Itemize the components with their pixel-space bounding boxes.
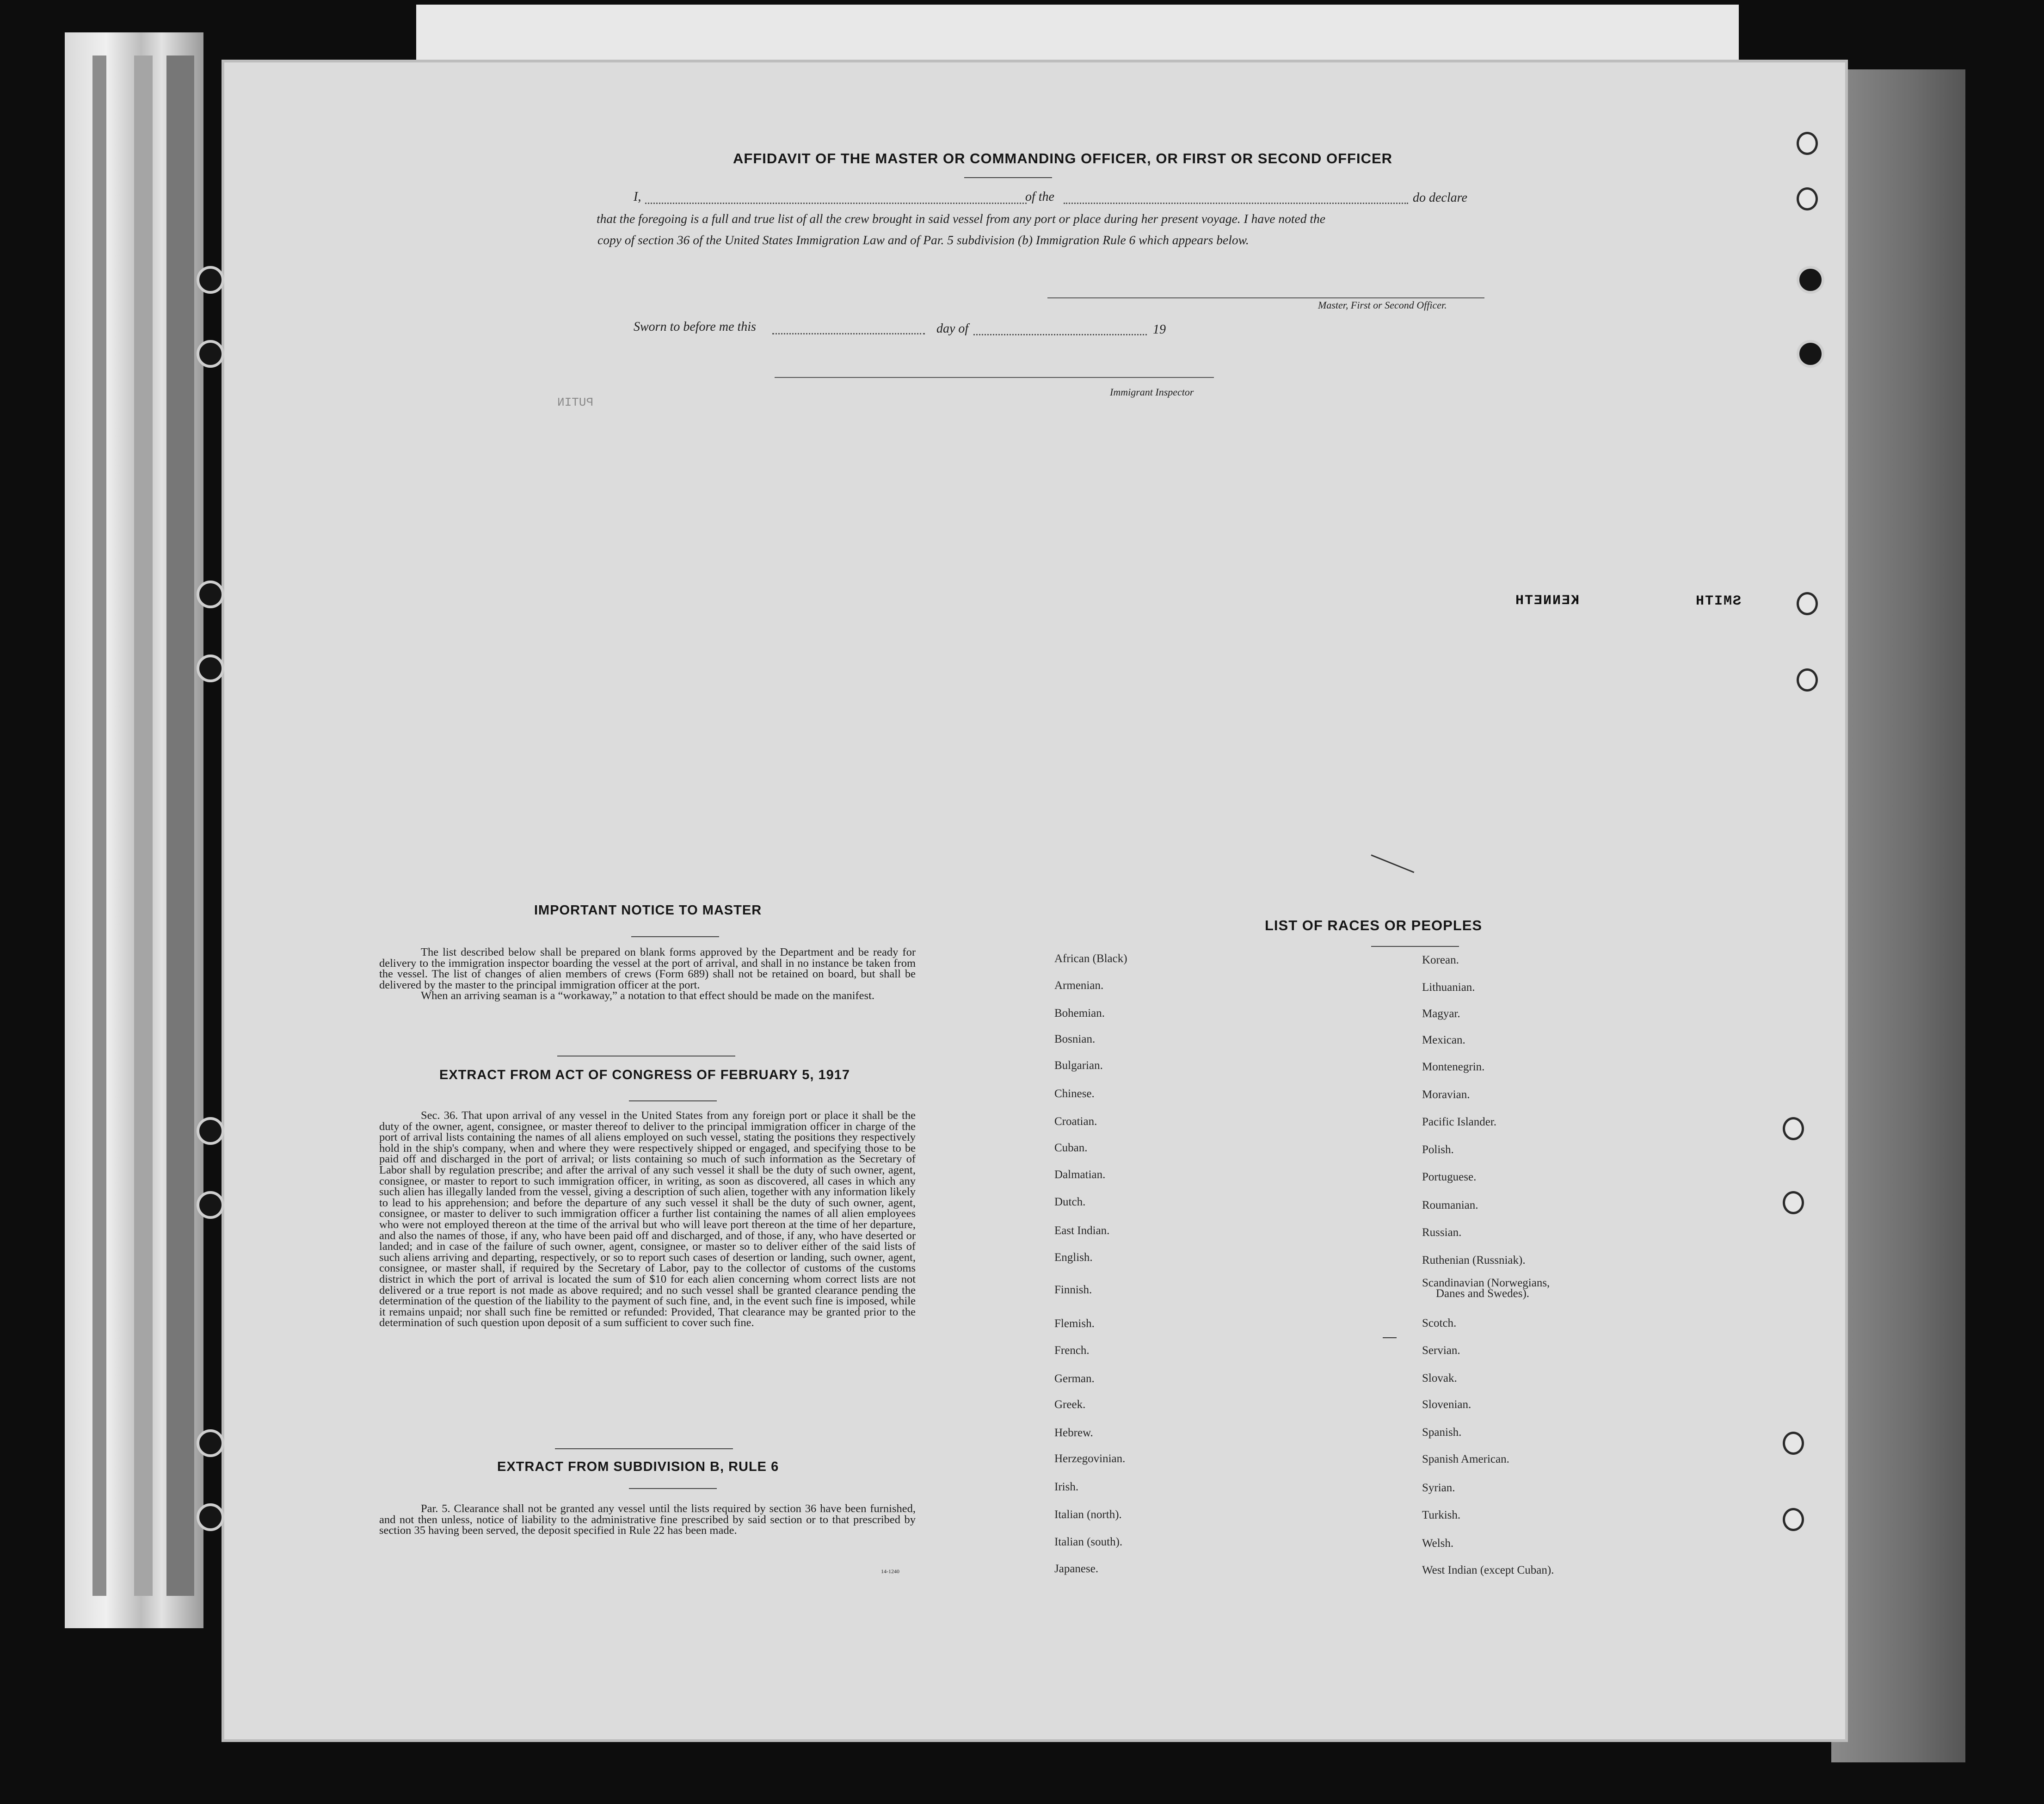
race-item: Irish. [1054, 1481, 1079, 1493]
punch-hole [1797, 266, 1824, 294]
affidavit-declare-label: do declare [1413, 191, 1467, 205]
race-item: Bulgarian. [1054, 1059, 1103, 1072]
divider [964, 177, 1052, 178]
binder-strip [134, 56, 153, 1596]
race-item: Syrian. [1422, 1482, 1455, 1494]
ring-hole [1797, 668, 1818, 692]
underlying-sheet-top [416, 5, 1739, 69]
race-item: Finnish. [1054, 1284, 1092, 1296]
year-prefix: 19 [1153, 322, 1166, 337]
race-item: Scotch. [1422, 1317, 1457, 1329]
race-item: Hebrew. [1054, 1427, 1093, 1439]
stamp-last-name: SMITH [1695, 593, 1742, 609]
race-item: Lithuanian. [1422, 981, 1475, 994]
race-item: West Indian (except Cuban). [1422, 1564, 1554, 1576]
race-item: Mexican. [1422, 1034, 1465, 1046]
punch-hole [197, 581, 224, 608]
binder-strip [166, 56, 194, 1596]
race-item: Ruthenian (Russniak). [1422, 1254, 1526, 1267]
divider [629, 1100, 717, 1101]
race-item: Flemish. [1054, 1317, 1095, 1330]
notice-paragraph: When an arriving seaman is a “workaway,” a notation to that effect should be made on the manifest. [421, 989, 875, 1002]
extract-act-title: EXTRACT FROM ACT OF CONGRESS OF FEBRUARY 5, 1917 [439, 1068, 850, 1082]
race-item: Herzegovinian. [1054, 1452, 1126, 1465]
officer-signature-line [1047, 297, 1484, 298]
form-number: 14-1240 [881, 1568, 899, 1575]
section-36-text: Sec. 36. That upon arrival of any vessel in the United States from any foreign port or place it shall be the duty of the owner, agent, consignee, or master thereof to deliver to the principal immigration officer in charge of the port of arrival lists containing the names of all aliens employed on such vessel, stating the positions they respectively hold in the ship's company, when and where they were respectively shipped or engaged, and specifying those to be paid off and discharged in the port of arrival; or lists containing so much of such information as the Secretary of Labor shall by regulation prescribe; and after the arrival of any such vessel it shall be the duty of such owner, agent, consignee, or master to report to such immigration officer, in writing, as soon as discovered, all cases in which any such alien has illegally landed from the vessel, giving a description of such alien, together with any information likely to lead to his apprehension; and before the departure of any such vessel it shall be the duty of such owner, agent, consignee, or master to deliver to such immigration officer a further list containing the names of all alien employees who were not employed thereon at the time of the arrival but who will leave port thereon at the time of her departure, and also the names of those, if any, who have been paid off and discharged, and of those, if any, who have deserted or landed; and in case of the failure of such owner, agent, consignee, or master so to deliver either of the said lists of such aliens arriving and departing, respectively, or so to report such cases of desertion or landing, such owner, agent, consignee, or master shall, if required by the Secretary of Labor, pay to the collector of customs of the customs district in which the port of arrival is located the sum of $10 for each alien concerning whom correct lists are not delivered or a true report is not made as above required; and no such vessel shall be granted clearance pending the determination of the question of the liability to the payment of such fine, and, in the event such fine is imposed, while it remains unpaid; nor shall such fine be remitted or refunded: Provided, That clearance may be granted prior to the determination of such question upon deposit of a sum sufficient to cover such fine. [379, 1109, 916, 1329]
race-item: Greek. [1054, 1398, 1086, 1411]
race-item: Spanish American. [1422, 1453, 1509, 1465]
race-item: Korean. [1422, 954, 1459, 966]
race-item: Slovenian. [1422, 1398, 1471, 1411]
affidavit-of-the-label: of the [1025, 190, 1054, 204]
notice-paragraph: The list described below shall be prepared on blank forms approved by the Department and be ready for delivery to the immigration inspector boarding the vessel at the port of arrival, and shall in no instance be taken from the vessel. The list of changes of alien members of crews (Form 689) shall not be retained on board, but shall be delivered by the master to the principal immigration officer at the port. [379, 946, 916, 991]
race-item: Chinese. [1054, 1087, 1095, 1100]
race-item: Italian (south). [1054, 1536, 1123, 1548]
extract-rule-text [379, 1503, 916, 1536]
race-item: Croatian. [1054, 1115, 1097, 1128]
ring-hole [1783, 1508, 1804, 1531]
race-item: African (Black) [1054, 952, 1127, 965]
notice-text [379, 947, 916, 1001]
race-item: Russian. [1422, 1226, 1462, 1239]
race-item: Pacific Islander. [1422, 1116, 1497, 1128]
sworn-month-field [973, 334, 1147, 335]
sworn-day-field [772, 333, 925, 334]
race-item: Roumanian. [1422, 1199, 1478, 1211]
officer-name-field [645, 203, 1027, 204]
race-item: Dalmatian. [1054, 1168, 1106, 1181]
vessel-name-field [1064, 203, 1408, 204]
race-item: Bohemian. [1054, 1007, 1105, 1019]
race-item: Welsh. [1422, 1537, 1454, 1550]
extract-rule-title: EXTRACT FROM SUBDIVISION B, RULE 6 [497, 1459, 779, 1474]
document-page [224, 62, 1845, 1739]
punch-hole [197, 655, 224, 682]
race-item: Servian. [1422, 1344, 1460, 1357]
affidavit-title: AFFIDAVIT OF THE MASTER OR COMMANDING OFFICER, OR FIRST OR SECOND OFFICER [733, 150, 1393, 167]
ring-hole [1783, 1117, 1804, 1140]
race-item: Polish. [1422, 1143, 1454, 1156]
bleed-through-text: PUTIN [557, 395, 594, 409]
ring-hole [1797, 592, 1818, 615]
extract-act-text [379, 1110, 916, 1328]
sworn-label: Sworn to before me this [634, 320, 756, 334]
binder-strip [92, 56, 106, 1596]
divider [631, 936, 719, 937]
signature-label: Master, First or Second Officer. [1318, 299, 1447, 311]
race-item: Armenian. [1054, 979, 1104, 992]
race-item: Bosnian. [1054, 1033, 1096, 1045]
ring-hole [1797, 132, 1818, 155]
race-item: French. [1054, 1344, 1090, 1357]
race-item: Moravian. [1422, 1088, 1470, 1101]
punch-hole [197, 340, 224, 368]
race-item: Scandinavian (Norwegians, [1422, 1277, 1550, 1289]
ring-hole [1783, 1432, 1804, 1455]
inspector-label: Immigrant Inspector [1110, 386, 1194, 398]
pen-mark [1383, 1337, 1397, 1338]
punch-hole [197, 1503, 224, 1531]
punch-hole [1797, 340, 1824, 368]
race-item: English. [1054, 1251, 1093, 1264]
races-title: LIST OF RACES OR PEOPLES [1265, 917, 1483, 933]
race-item: German. [1054, 1372, 1095, 1385]
punch-hole [197, 266, 224, 294]
affidavit-i-label: I, [634, 190, 641, 204]
race-item: Montenegrin. [1422, 1061, 1485, 1073]
divider [555, 1448, 733, 1449]
punch-hole [197, 1429, 224, 1457]
race-item: Portuguese. [1422, 1171, 1477, 1183]
punch-hole [197, 1191, 224, 1219]
race-item: Japanese. [1054, 1563, 1099, 1575]
notice-title: IMPORTANT NOTICE TO MASTER [534, 903, 762, 918]
divider [629, 1488, 717, 1489]
ring-hole [1783, 1191, 1804, 1214]
race-item: Cuban. [1054, 1142, 1088, 1154]
inspector-signature-line [775, 377, 1214, 378]
pen-mark [1371, 854, 1414, 873]
binder-right-edge [1831, 69, 1965, 1762]
par-5-text: Par. 5. Clearance shall not be granted any vessel until the lists required by section 36 have been furnished, and not then unless, notice of liability to the administrative fine prescribed by said section or to that prescribed by section 35 having been served, the deposit specified in Rule 22 has been made. [379, 1502, 916, 1537]
race-item: Italian (north). [1054, 1508, 1122, 1521]
race-item: Danes and Swedes). [1436, 1287, 1530, 1300]
race-item: Magyar. [1422, 1007, 1460, 1020]
stamp-first-name: KENNETH [1515, 593, 1580, 609]
race-item: Slovak. [1422, 1372, 1457, 1384]
race-item: Turkish. [1422, 1509, 1461, 1521]
ring-hole [1797, 187, 1818, 210]
race-item: Spanish. [1422, 1426, 1462, 1439]
affidavit-body-line: copy of section 36 of the United States Immigration Law and of Par. 5 subdivision (b) Immigration Rule 6 which appears below. [597, 233, 1249, 247]
punch-hole [197, 1117, 224, 1145]
divider [1371, 946, 1459, 947]
day-of-label: day of [936, 321, 969, 336]
race-item: East Indian. [1054, 1224, 1110, 1237]
affidavit-body-line: that the foregoing is a full and true list of all the crew brought in said vessel from any port or place during her present voyage. I have noted the [597, 211, 1325, 226]
race-item: Dutch. [1054, 1196, 1086, 1208]
